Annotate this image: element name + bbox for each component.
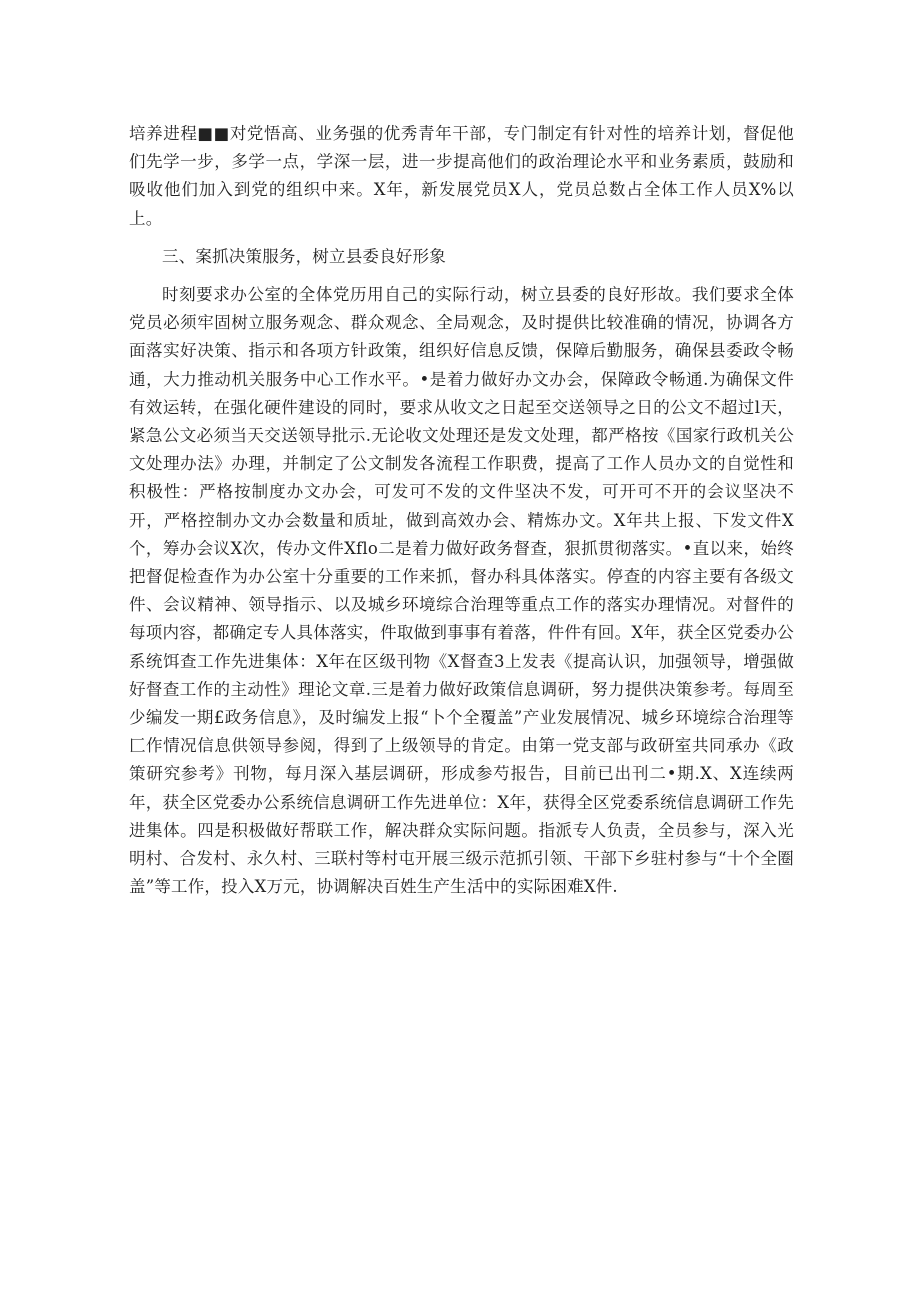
paragraph-body: 时刻要求办公室的全体党历用自己的实际行动，树立县委的良好形故。我们要求全体党员必须牢固树立服务观念、群众观念、全局观念，及时提供比较准确的情况，协调各方面落实好决策、指示和各项方针政策，组织好信息反馈，保障后勤服务，确保县委政令畅通，大力推动机关服务中心工作水平。•是着力做好办文办会，保障政令畅通.为确保文件有效运转，在强化硬件建设的同时，要求从收文之日起至交送领导之日的公文不超过l天，紧急公文必须当天交送领导批示.无论收文处理还是发文处理，都严格按《国家行政机关公文处理办法》办理，并制定了公文制发各流程工作职费，提高了工作人员办文的自觉性和积极性：严格按制度办文办会，可发可不发的文件坚决不发，可开可不开的会议坚决不开，严格控制办文办会数量和质址，做到高效办会、精炼办文。X年共上报、下发文件X个，筹办会议X次，传办文件Xflo二是着力做好政务督查，狠抓贯彻落实。•直以来，始终把督促检查作为办公室十分重要的工作来抓，督办科具体落实。停查的内容主要有各级文件、会议精神、领导指示、以及城乡环境综合治理等重点工作的落实办理情况。对督件的每项内容，都确定专人具体落实，件取做到事事有着落，件件有回。X年，获全区党委办公系统饵查工作先进集体：X年在区级刊物《X督查3上发表《提高认识，加强领导，增强做好督查工作的主动性》理论文章.三是着力做好政策信息调研，努力提供决策参考。每周至少编发一期£政务信息》，及时编发上报“卜个全覆盖”产业发展情况、城乡环境综合治理等匚作情况信息供领导参阅，得到了上级领导的肯定。由第一党支部与政研室共同承办《政策研究参考》刊物，每月深入基层调研，形成参芍报告，目前已出刊二•期.X、X连续两年，获全区党委办公系统信息调研工作先进单位：X年，获得全区党委系统信息调研工作先进集体。四是积极做好帮联工作，解决群众实际问题。指派专人负责，全员参与，深入光明村、合发村、永久村、三联村等村屯开展三级示范抓引领、干部下乡驻村参与“十个全圈盖”等工作，投入X万元，协调解决百姓生产生活中的实际困难X件. [129, 285, 794, 897]
section-heading-3: 三、案抓决策服务，树立县委良好形象 [162, 246, 446, 266]
paragraph-continuation: 培养进程■■对党悟高、业务强的优秀青年干部，专门制定有针对性的培养计划，督促他们先学一步，多学一点，学深一层，进一步提高他们的政治理论水平和业务素质，鼓励和吸收他们加入到党的组织中来。X年，新发展党员X人，党员总数占全体工作人员X%以上。 [129, 124, 794, 228]
document-page [129, 120, 794, 901]
